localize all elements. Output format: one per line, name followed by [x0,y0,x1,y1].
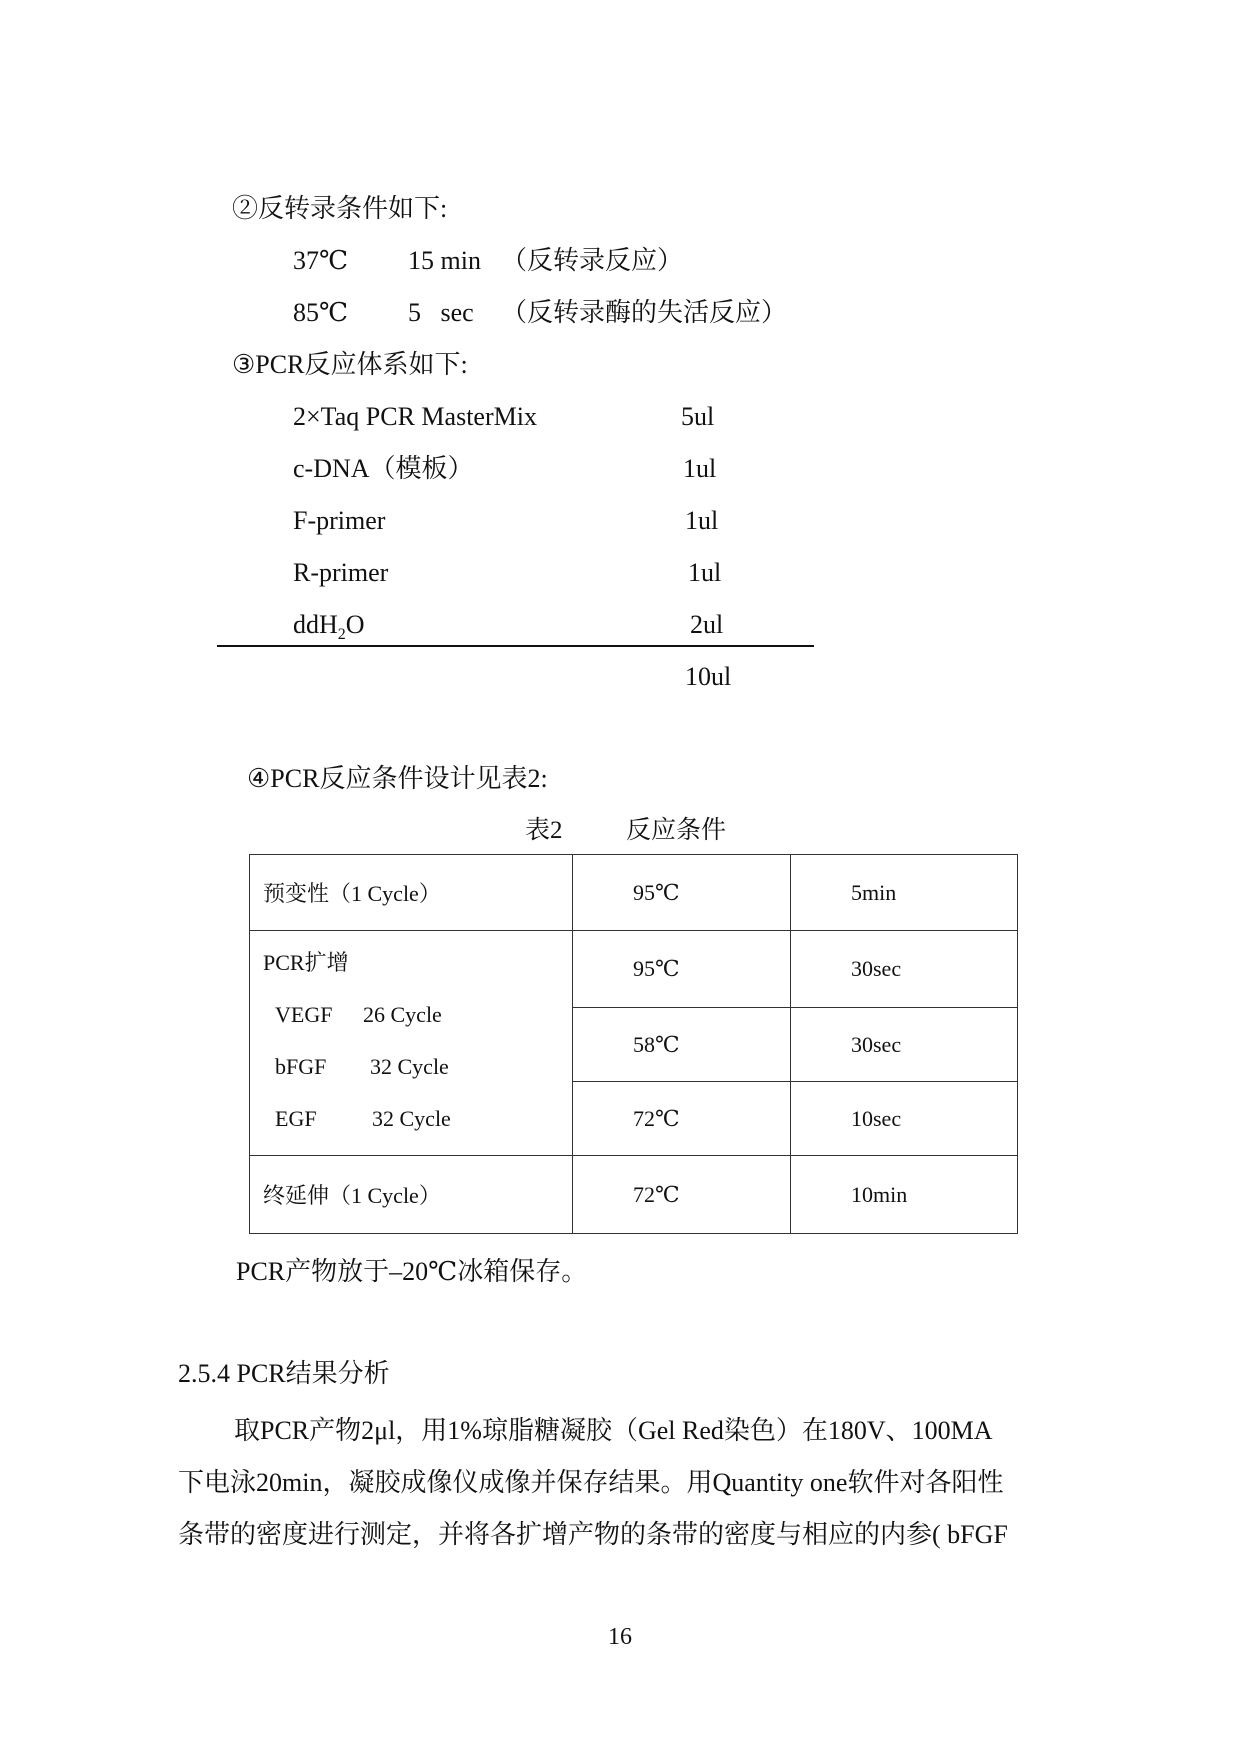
table-row [250,855,1018,931]
amplify-step-2-temp: 58℃ [573,1008,791,1082]
reagent-5-vol: 2ul [690,610,724,639]
final-extension-time: 10min [791,1156,1018,1234]
rt-heading: ②反转录条件如下: [232,194,448,223]
amplify-cycle-row [263,1041,572,1093]
reagent-1-vol: 5ul [681,402,715,431]
table-row [250,1156,1018,1234]
amplify-step-1-time: 30sec [791,931,1018,1008]
rt-step-2-time: 5 sec [408,298,474,327]
rt-step-2-temp: 85℃ [293,298,349,327]
reagent-2-vol: 1ul [683,454,717,483]
final-extension-label: 终延伸（1 Cycle） [250,1156,573,1234]
amplify-cell [250,931,573,1156]
section-heading: 2.5.4 PCR结果分析 [178,1359,390,1388]
amplify-gene: bFGF [275,1054,327,1079]
amplify-cycle-row [263,1093,572,1145]
page-number: 16 [608,1624,632,1650]
final-extension-temp: 72℃ [573,1156,791,1234]
rt-step-1-temp: 37℃ [293,246,349,275]
reagent-3-name: F-primer [293,506,386,535]
reagent-4-vol: 1ul [688,558,722,587]
amplify-cycles: 32 Cycle [370,1054,449,1079]
table-caption-number: 表2 [525,817,563,844]
pcr-system-heading: ③PCR反应体系如下: [232,350,468,379]
sum-rule [217,645,814,647]
pcr-cond-heading: ④PCR反应条件设计见表2: [247,764,548,793]
amplify-gene: EGF [275,1106,317,1131]
body-line: 条带的密度进行测定，并将各扩增产物的条带的密度与相应的内参( bFGF [178,1520,1008,1549]
rt-step-2-desc: （反转录酶的失活反应） [501,298,788,327]
amplify-step-3-time: 10sec [791,1082,1018,1156]
amplify-label: PCR扩增 [263,950,349,975]
amplify-cycles: 26 Cycle [363,1002,442,1027]
total-volume: 10ul [685,662,732,691]
reagent-2-name: c-DNA（模板） [293,454,474,483]
storage-note: PCR产物放于–20℃冰箱保存。 [236,1257,588,1286]
body-paragraph [178,1405,1088,1561]
predenature-temp: 95℃ [573,855,791,931]
amplify-cycle-row [263,989,572,1041]
reagent-4-name: R-primer [293,558,389,587]
predenature-label: 预变性（1 Cycle） [250,855,573,931]
reagent-5-name: ddH$_2$O [293,610,365,643]
predenature-time: 5min [791,855,1018,931]
body-line: 取PCR产物2μl，用1%琼脂糖凝胶（Gel Red染色）在180V、100MA [234,1416,993,1445]
pcr-conditions-table [249,854,1018,1234]
amplify-cycles: 32 Cycle [372,1106,451,1131]
amplify-step-2-time: 30sec [791,1008,1018,1082]
reagent-3-vol: 1ul [685,506,719,535]
table-row [250,931,1018,1008]
body-line: 下电泳20min，凝胶成像仪成像并保存结果。用Quantity one软件对各阳性 [178,1468,1004,1497]
reagent-1-name: 2×Taq PCR MasterMix [293,402,537,431]
rt-step-1-time: 15 min [408,246,481,275]
table-caption-title: 反应条件 [626,817,727,844]
rt-step-1-desc: （反转录反应） [501,246,684,275]
amplify-step-1-temp: 95℃ [573,931,791,1008]
amplify-gene: VEGF [275,1002,333,1027]
amplify-step-3-temp: 72℃ [573,1082,791,1156]
